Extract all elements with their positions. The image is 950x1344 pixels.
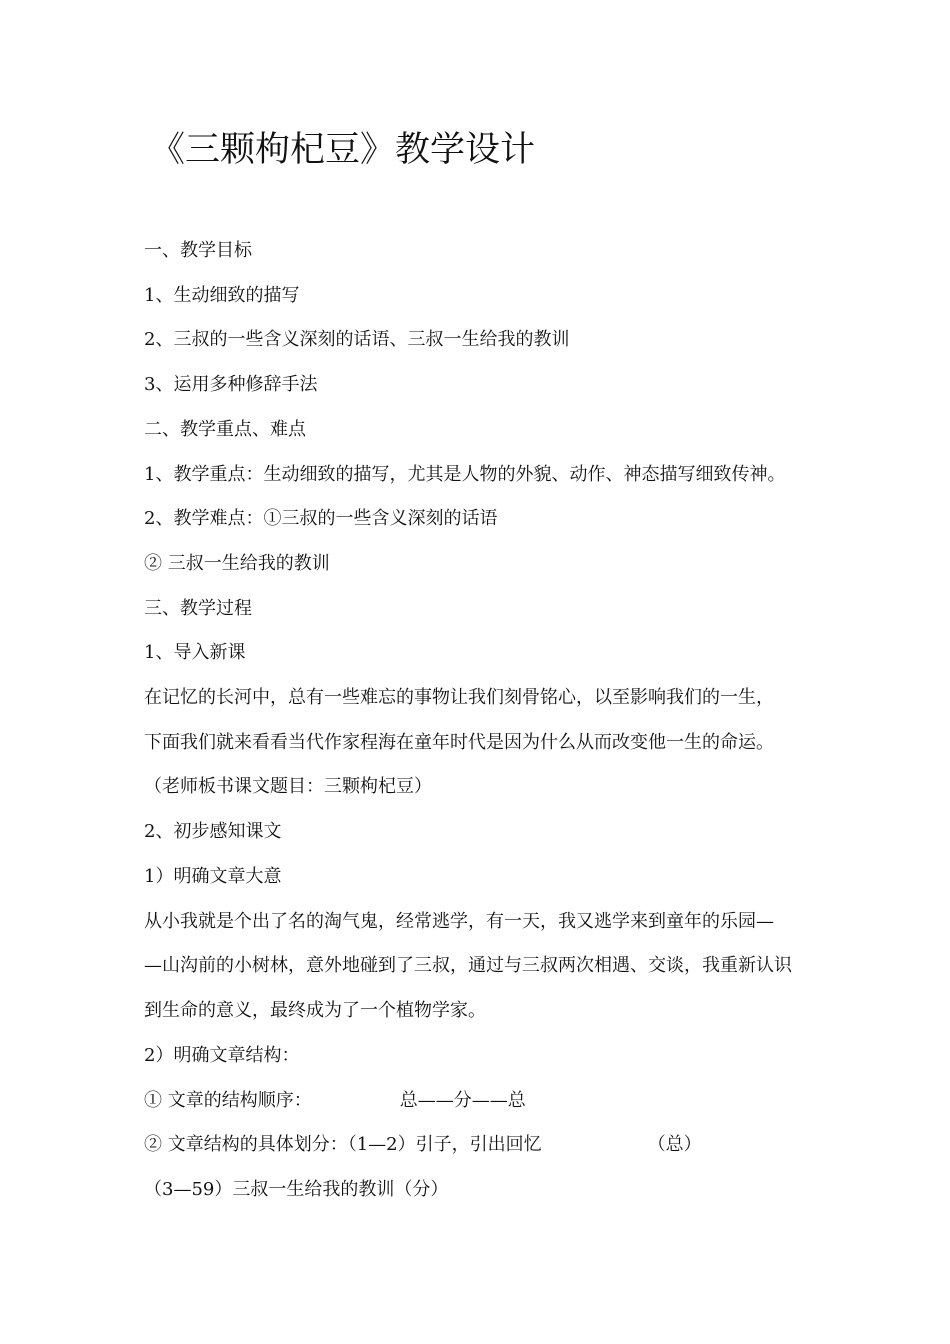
paragraph-line: —山沟前的小树林，意外地碰到了三叔，通过与三叔两次相遇、交谈，我重新认识 bbox=[144, 955, 792, 976]
text-line: （老师板书课文题目：三颗枸杞豆） bbox=[144, 776, 432, 797]
page-title: 《三颗枸杞豆》教学设计 bbox=[150, 130, 536, 170]
section-heading: 二、教学重点、难点 bbox=[144, 419, 306, 440]
structure-division-label: ② 文章结构的具体划分：（1—2）引子，引出回忆 bbox=[144, 1134, 542, 1155]
text-line: 1）明确文章大意 bbox=[144, 866, 282, 887]
paragraph-line: 到生命的意义，最终成为了一个植物学家。 bbox=[144, 1000, 486, 1021]
text-line: 2）明确文章结构： bbox=[144, 1045, 300, 1066]
structure-division-tag: （总） bbox=[647, 1134, 702, 1155]
text-line: ② 三叔一生给我的教训 bbox=[144, 553, 330, 574]
text-line: 3、运用多种修辞手法 bbox=[144, 374, 318, 395]
structure-order-value: 总——分——总 bbox=[399, 1090, 526, 1111]
paragraph-line: 在记忆的长河中，总有一些难忘的事物让我们刻骨铭心，以至影响我们的一生， bbox=[144, 687, 774, 708]
paragraph-line: 下面我们就来看看当代作家程海在童年时代是因为什么从而改变他一生的命运。 bbox=[144, 732, 774, 753]
section-heading: 三、教学过程 bbox=[144, 598, 252, 619]
text-line: 2、三叔的一些含义深刻的话语、三叔一生给我的教训 bbox=[144, 329, 570, 350]
text-line: 2、初步感知课文 bbox=[144, 821, 282, 842]
structure-order-label: ① 文章的结构顺序： bbox=[144, 1090, 312, 1111]
structure-order-line bbox=[144, 1089, 526, 1113]
structure-division-line bbox=[144, 1133, 702, 1157]
structure-part-two: （3—59）三叔一生给我的教训（分） bbox=[144, 1179, 449, 1200]
text-line: 1、生动细致的描写 bbox=[144, 285, 300, 306]
text-line: 1、教学重点：生动细致的描写，尤其是人物的外貌、动作、神态描写细致传神。 bbox=[144, 464, 786, 485]
section-heading: 一、教学目标 bbox=[144, 240, 252, 261]
text-line: 1、导入新课 bbox=[144, 642, 246, 663]
text-line: 2、教学难点：①三叔的一些含义深刻的话语 bbox=[144, 508, 498, 529]
paragraph-line: 从小我就是个出了名的淘气鬼，经常逃学，有一天，我又逃学来到童年的乐园— bbox=[144, 911, 774, 932]
